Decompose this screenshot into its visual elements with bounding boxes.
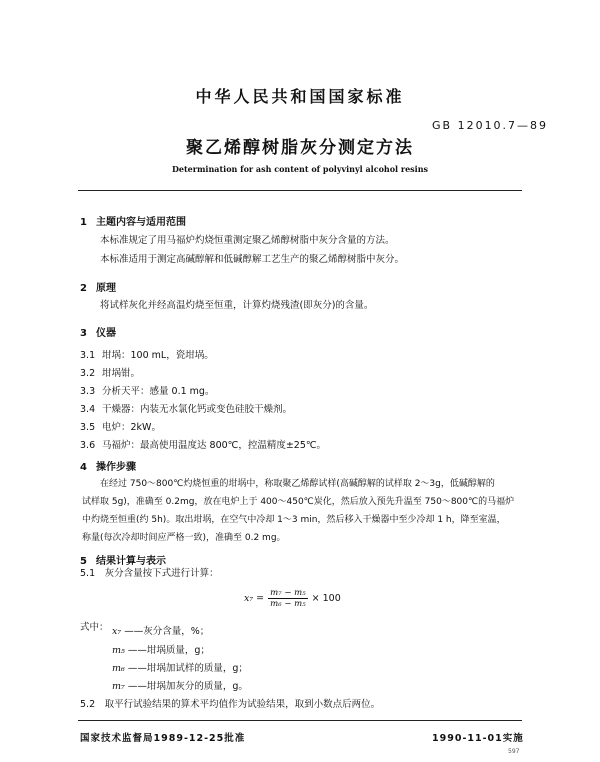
document-title-english: Determination for ash content of polyvinyl alcohol resins bbox=[171, 164, 429, 174]
section-4-heading: 4 操作步骤 bbox=[80, 462, 136, 473]
formula-lhs: x₇ = bbox=[244, 593, 265, 604]
effective-date: 1990-11-01实施 bbox=[432, 733, 524, 744]
instrument-item: 3.1 坩埚：100 mL，瓷坩埚。 bbox=[80, 350, 214, 361]
approval-date: 国家技术监督局1989-12-25批准 bbox=[80, 733, 246, 744]
formula-multiplier: × 100 bbox=[311, 593, 341, 604]
footer-rule bbox=[78, 720, 522, 721]
procedure-line: 称量(每次冷却时间应严格一致)，准确至 0.2 mg。 bbox=[82, 533, 286, 543]
section-3-heading: 3 仪器 bbox=[80, 328, 116, 339]
instrument-item: 3.5 电炉：2kW。 bbox=[80, 422, 161, 433]
page-number: 597 bbox=[508, 748, 520, 755]
formula-numerator: m₇ − m₅ bbox=[270, 588, 306, 598]
instrument-item: 3.3 分析天平：感量 0.1 mg。 bbox=[80, 386, 215, 397]
section-5-2-text: 5.2 取平行试验结果的算术平均值作为试验结果，取到小数点后两位。 bbox=[80, 699, 381, 710]
formula-where-label: 式中： bbox=[80, 622, 109, 633]
standard-number: GB 12010.7—89 bbox=[432, 119, 549, 132]
formula-variable: m₅ ——坩埚质量，g； bbox=[112, 645, 210, 656]
section-5-heading: 5 结果计算与表示 bbox=[80, 556, 166, 567]
instrument-item: 3.6 马福炉：最高使用温度达 800℃，控温精度±25℃。 bbox=[80, 440, 327, 451]
section-2-para-1: 将试样灰化并经高温灼烧至恒重，计算灼烧残渣(即灰分)的含量。 bbox=[100, 300, 374, 311]
standard-category-header: 中华人民共和国国家标准 bbox=[195, 87, 405, 106]
procedure-line: 在经过 750～800℃灼烧恒重的坩埚中，称取聚乙烯醇试样(高碱醇解的试样取 2～3g，低碱醇解的 bbox=[100, 479, 495, 489]
formula-variable: x₇ ——灰分含量，%； bbox=[112, 626, 210, 637]
formula-variable: m₆ ——坩埚加试样的质量，g； bbox=[112, 663, 248, 674]
document-title: 聚乙烯醇树脂灰分测定方法 bbox=[186, 138, 414, 158]
formula-denominator: m₆ − m₅ bbox=[270, 599, 306, 609]
procedure-line: 中灼烧至恒重(约 5h)。取出坩埚，在空气中冷却 1～3 min，然后移入干燥器中至少冷却 1 h，降至室温， bbox=[82, 515, 506, 525]
formula-fraction bbox=[268, 588, 307, 609]
section-1-heading: 1 主题内容与适用范围 bbox=[80, 217, 186, 228]
instrument-item: 3.2 坩埚钳。 bbox=[80, 368, 141, 379]
header-rule bbox=[78, 190, 522, 191]
section-1-para-2: 本标准适用于测定高碱醇解和低碱醇解工艺生产的聚乙烯醇树脂中灰分。 bbox=[100, 254, 405, 265]
section-1-para-1: 本标准规定了用马福炉灼烧恒重测定聚乙烯醇树脂中灰分含量的方法。 bbox=[100, 235, 395, 246]
procedure-line: 试样取 5g)，准确至 0.2mg，放在电炉上于 400～450℃炭化，然后放入预先升温至 750～800℃的马福炉 bbox=[82, 497, 515, 507]
instrument-item: 3.4 干燥器：内装无水氯化钙或变色硅胶干燥剂。 bbox=[80, 404, 293, 415]
section-5-1-text: 5.1 灰分含量按下式进行计算： bbox=[80, 568, 219, 579]
ash-content-formula bbox=[244, 588, 341, 609]
section-2-heading: 2 原理 bbox=[80, 283, 116, 294]
formula-variable: m₇ ——坩埚加灰分的质量，g。 bbox=[112, 681, 248, 692]
